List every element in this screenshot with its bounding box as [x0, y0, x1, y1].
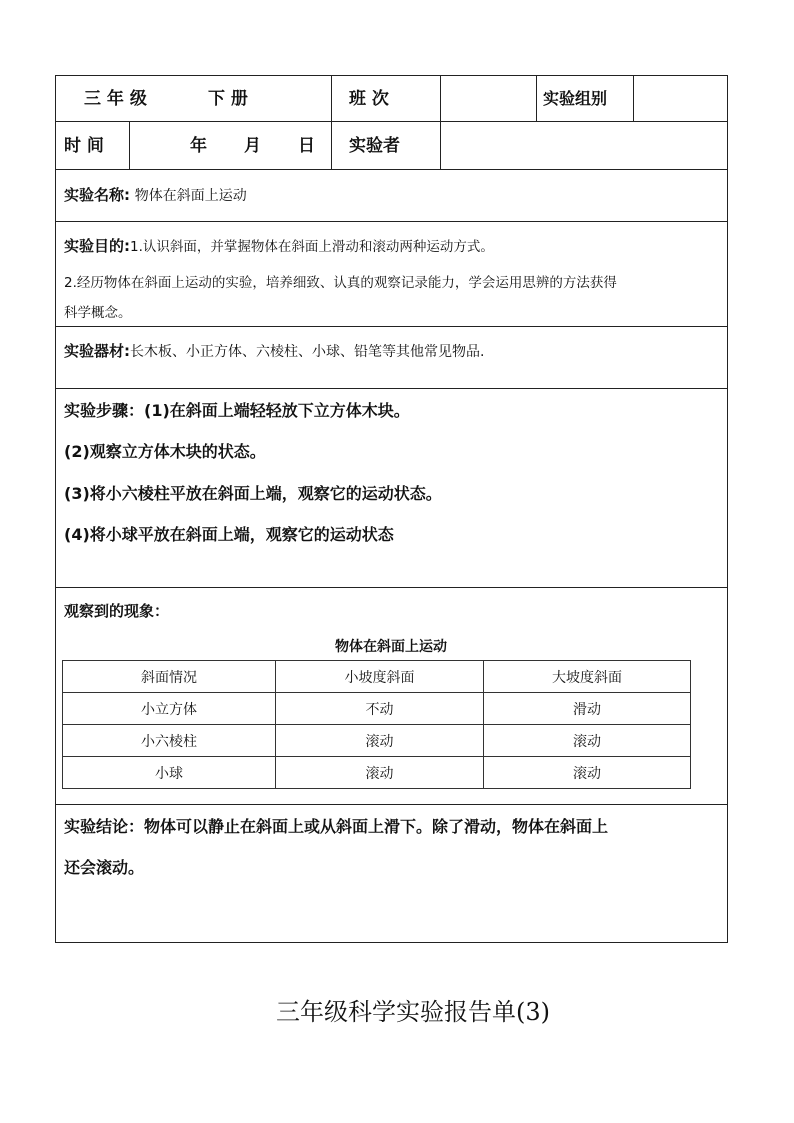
col-divider [633, 75, 634, 121]
experiment-purpose-label: 实验目的: [64, 237, 130, 255]
row-divider [55, 121, 728, 122]
experiment-step-4: (4)将小球平放在斜面上端，观察它的运动状态 [64, 525, 394, 544]
class-label: 班 次 [349, 89, 389, 109]
experiment-name-row [64, 184, 247, 205]
conclusion-line-1: 实验结论：物体可以静止在斜面上或从斜面上滑下。除了滑动，物体在斜面上 [64, 817, 609, 836]
col-divider [129, 121, 130, 169]
col-divider [440, 75, 441, 121]
row-divider [55, 169, 728, 170]
experiment-materials-value: 长木板、小正方体、六棱柱、小球、铅笔等其他常见物品. [130, 344, 485, 360]
volume-label: 下 册 [208, 89, 248, 109]
col-divider [536, 75, 537, 121]
experiment-step-1: 实验步骤：(1)在斜面上端轻轻放下立方体木块。 [64, 401, 410, 420]
table-header-cell: 小坡度斜面 [276, 661, 484, 693]
table-row [63, 757, 691, 789]
observation-label: 观察到的现象： [64, 602, 170, 620]
experiment-step-3: (3)将小六棱柱平放在斜面上端，观察它的运动状态。 [64, 484, 442, 503]
table-cell: 小六棱柱 [63, 725, 276, 757]
col-divider [331, 121, 332, 169]
experiment-step-2: (2)观察立方体木块的状态。 [64, 442, 266, 461]
table-row [63, 693, 691, 725]
col-divider [440, 121, 441, 169]
table-header-row [63, 661, 691, 693]
experiment-purpose-row [64, 235, 494, 256]
grade-label: 三 年 级 [84, 89, 147, 109]
table-cell: 滚动 [484, 757, 691, 789]
experiment-purpose-line2: 2.经历物体在斜面上运动的实验，培养细致、认真的观察记录能力，学会运用思辨的方法获得 [64, 275, 617, 291]
row-divider [55, 221, 728, 222]
table-cell: 滚动 [276, 725, 484, 757]
observation-table-title: 物体在斜面上运动 [335, 639, 447, 655]
table-cell: 不动 [276, 693, 484, 725]
experiment-purpose-line3: 科学概念。 [64, 305, 132, 321]
group-label: 实验组别 [543, 89, 608, 108]
experiment-name-label: 实验名称: [64, 186, 130, 204]
table-cell: 小球 [63, 757, 276, 789]
year-label: 年 [190, 136, 207, 156]
experiment-materials-row [64, 340, 484, 361]
table-header-cell: 大坡度斜面 [484, 661, 691, 693]
row-divider [55, 388, 728, 389]
conclusion-line-2: 还会滚动。 [64, 858, 145, 877]
row-divider [55, 326, 728, 327]
row-divider [55, 587, 728, 588]
row-divider [55, 804, 728, 805]
day-label: 日 [298, 136, 315, 156]
experimenter-label: 实验者 [349, 136, 400, 156]
month-label: 月 [244, 136, 261, 156]
experiment-purpose-line1: 1.认识斜面，并掌握物体在斜面上滑动和滚动两种运动方式。 [130, 239, 494, 255]
table-row [63, 725, 691, 757]
table-header-cell: 斜面情况 [63, 661, 276, 693]
time-label: 时 间 [64, 136, 104, 156]
table-cell: 滑动 [484, 693, 691, 725]
table-cell: 小立方体 [63, 693, 276, 725]
experiment-materials-label: 实验器材: [64, 342, 130, 360]
table-cell: 滚动 [484, 725, 691, 757]
experiment-name-value: 物体在斜面上运动 [134, 188, 247, 204]
observation-table [62, 660, 691, 789]
col-divider [331, 75, 332, 121]
table-cell: 滚动 [276, 757, 484, 789]
next-report-title: 三年级科学实验报告单(3) [276, 998, 550, 1026]
report-form-frame [55, 75, 728, 943]
